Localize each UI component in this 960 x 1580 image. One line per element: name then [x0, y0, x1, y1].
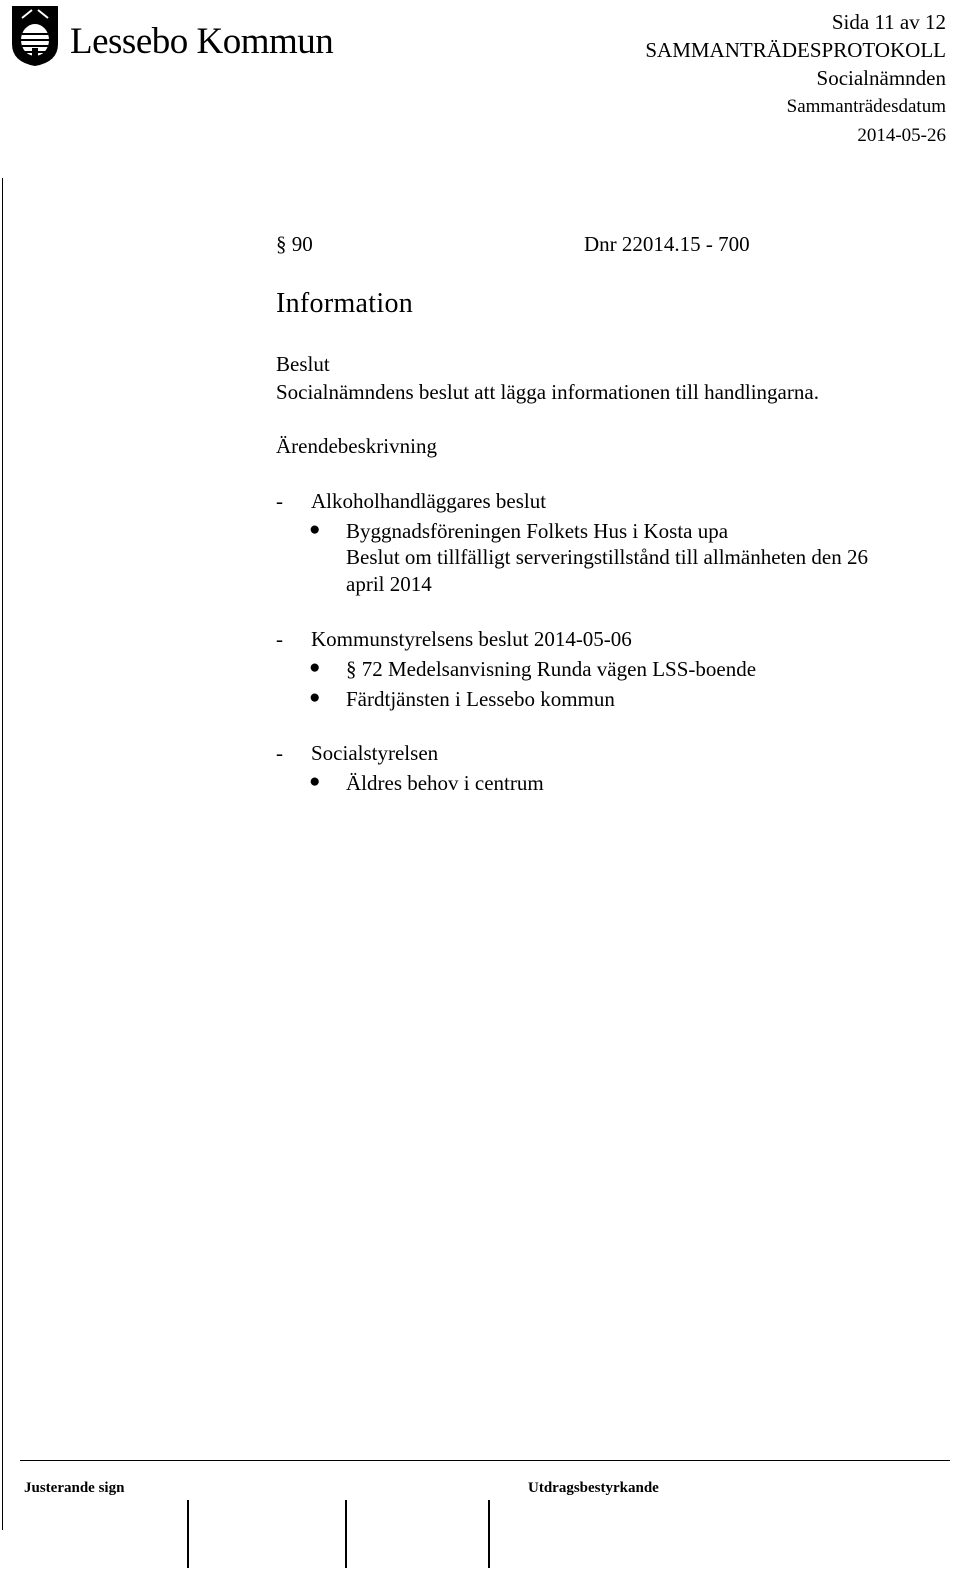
footer-rule — [20, 1460, 950, 1461]
description-heading: Ärendebeskrivning — [276, 434, 437, 458]
decision-heading: Beslut — [276, 352, 330, 376]
section-heading: Alkoholhandläggares beslut — [311, 489, 547, 513]
list-item-text: Byggnadsföreningen Folkets Hus i Kosta upa — [346, 519, 729, 543]
bullet-icon: ● — [309, 519, 321, 540]
certification-label: Utdragsbestyrkande — [528, 1480, 659, 1496]
bullet-icon: ● — [309, 687, 321, 708]
list-item-text: § 72 Medelsanvisning Runda vägen LSS-boende — [346, 657, 757, 681]
signature-box-divider — [187, 1500, 189, 1568]
meeting-date: 2014-05-26 — [857, 125, 946, 146]
beehive-crest-icon — [8, 4, 62, 68]
committee-name: Socialnämnden — [816, 66, 946, 90]
signature-label: Justerande sign — [24, 1480, 125, 1496]
section-heading: Socialstyrelsen — [311, 741, 439, 765]
item-title: Information — [276, 288, 414, 319]
paragraph-number: § 90 — [276, 232, 313, 256]
left-margin-rule — [2, 178, 3, 1530]
list-item-text: Äldres behov i centrum — [346, 771, 544, 795]
list-item-continuation: Beslut om tillfälligt serveringstillstånd till allmänheten den 26 — [346, 545, 868, 569]
municipality-logo — [8, 4, 368, 68]
bullet-icon: ● — [309, 657, 321, 678]
signature-box-divider — [345, 1500, 347, 1568]
list-item-continuation: april 2014 — [346, 572, 432, 596]
list-item-text: Färdtjänsten i Lessebo kommun — [346, 687, 615, 711]
document-header — [645, 8, 946, 150]
signature-box-divider — [488, 1500, 490, 1568]
decision-text: Socialnämndens beslut att lägga informationen till handlingarna. — [276, 380, 819, 404]
dash-marker: - — [276, 489, 283, 513]
case-number: Dnr 22014.15 - 700 — [584, 232, 750, 256]
page-number: Sida 11 av 12 — [831, 10, 946, 34]
dash-marker: - — [276, 741, 283, 765]
bullet-icon: ● — [309, 771, 321, 792]
date-label: Sammanträdesdatum — [786, 96, 946, 117]
logo-text: Lessebo Kommun — [70, 21, 334, 62]
section-heading: Kommunstyrelsens beslut 2014-05-06 — [311, 627, 632, 651]
dash-marker: - — [276, 627, 283, 651]
document-type: SAMMANTRÄDESPROTOKOLL — [645, 38, 946, 62]
